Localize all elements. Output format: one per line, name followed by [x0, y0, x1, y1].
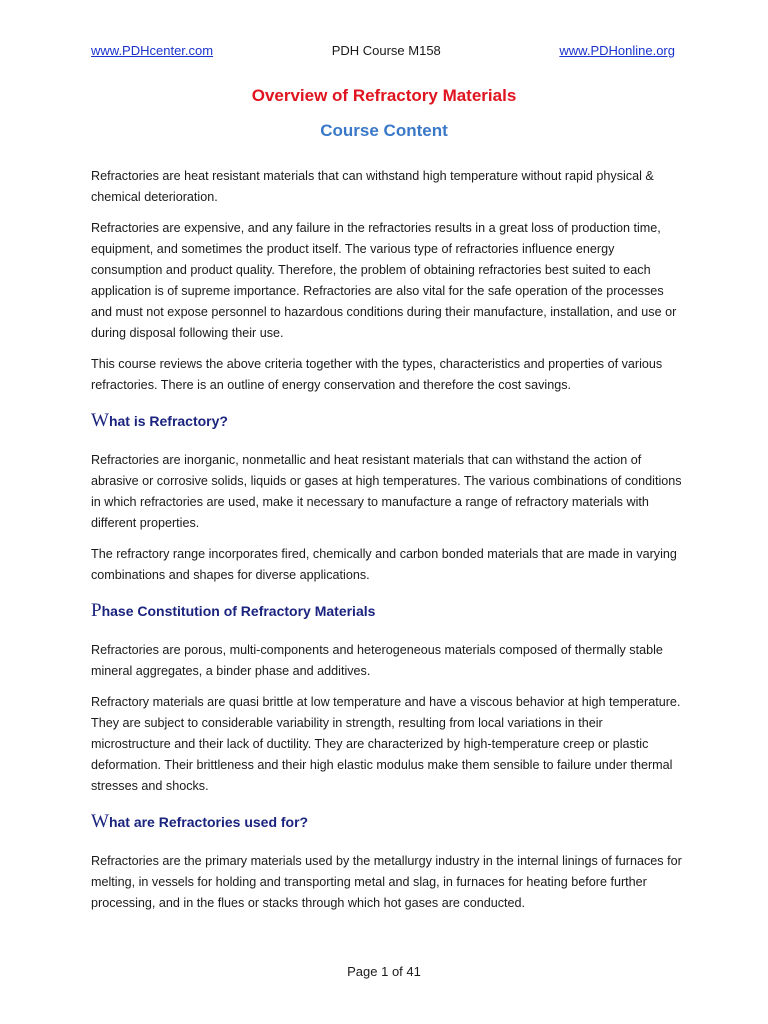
section-paragraph: Refractories are inorganic, nonmetallic and heat resistant materials that can withstand the action of abrasive or corrosive solids, liquids or gases at high temperatures. The various combinations of conditions in which refractories are used, make it necessary to manufacture a range of refractory materials with different properties. — [91, 453, 682, 530]
section-paragraph: Refractory materials are quasi brittle at low temperature and have a viscous behavior at high temperature. They are subject to considerable variability in strength, resulting from local variations in their microstructure and their lack of ductility. They are characterized by high-temperature creep or plastic deformation. Their brittleness and their high elastic modulus make them sensible to failure under thermal stresses and shocks. — [91, 695, 681, 793]
course-code: PDH Course M158 — [331, 43, 441, 58]
section-heading-what-is-refractory — [91, 410, 683, 432]
section-paragraph: Refractories are the primary materials used by the metallurgy industry in the internal linings of furnaces for melting, in vessels for holding and transporting metal and slag, in furnaces for heating before further processing, and in the flues or stacks through which hot gases are conducted. — [91, 854, 682, 910]
document-body — [91, 166, 683, 924]
heading-initial: W — [91, 410, 109, 431]
heading-text: hat are Refractories used for? — [108, 814, 309, 830]
heading-initial: W — [91, 811, 109, 832]
section-paragraph: Refractories are porous, multi-components and heterogeneous materials composed of thermally stable mineral aggregates, a binder phase and additives. — [91, 643, 663, 678]
heading-text: hat is Refractory? — [108, 413, 228, 429]
heading-text: hase Constitution of Refractory Materials — [101, 603, 376, 619]
intro-paragraph: Refractories are heat resistant materials that can withstand high temperature without rapid physical & chemical deterioration. — [91, 169, 654, 204]
heading-initial: P — [91, 600, 102, 621]
section-heading-phase-constitution — [91, 600, 683, 622]
intro-paragraph: Refractories are expensive, and any failure in the refractories results in a great loss of production time, equipment, and sometimes the product itself. The various type of refractories influence energy consumption and product quality. Therefore, the problem of obtaining refractories best suited to each application is of supreme importance. Refractories are also vital for the safe operation of the processes and must not expose personnel to hazardous conditions during their manufacture, installation, and use or during disposal following their use. — [91, 221, 677, 340]
intro-paragraph: This course reviews the above criteria together with the types, characteristics and properties of various refractories. There is an outline of energy conservation and therefore the cost savings. — [91, 357, 663, 392]
page-header — [91, 43, 675, 58]
page-number: Page 1 of 41 — [347, 964, 421, 979]
section-heading-refractories-used-for — [91, 811, 683, 833]
pdhcenter-link[interactable]: www.PDHcenter.com — [91, 43, 214, 58]
document-subtitle: Course Content — [320, 121, 448, 140]
document-title: Overview of Refractory Materials — [251, 86, 517, 105]
section-paragraph: The refractory range incorporates fired, chemically and carbon bonded materials that are made in varying combinations and shapes for diverse applications. — [91, 547, 677, 582]
pdhonline-link[interactable]: www.PDHonline.org — [559, 43, 675, 58]
